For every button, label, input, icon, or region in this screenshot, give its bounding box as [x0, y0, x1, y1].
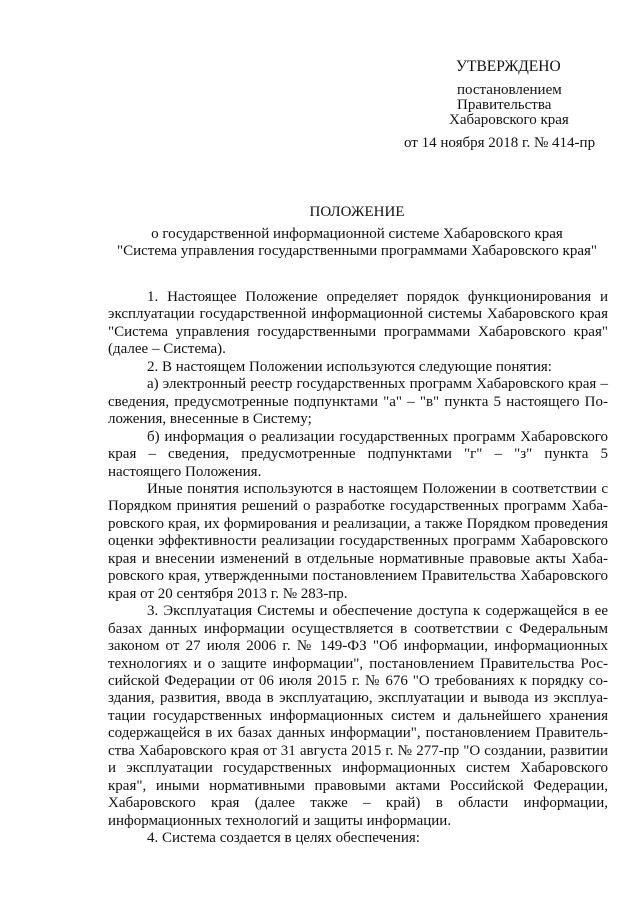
document-subtitle-2: "Система управления государственными программами Хабаровского края" [116, 243, 598, 259]
document-title-block [0, 204, 640, 260]
paragraph-3: 3. Эксплуатация Системы и обеспечение доступа к содержащейся в ее базах данных информации осуществляется в соответствии с Федеральным законом от 27 июля 2006 г. № 149-ФЗ "Об информации, информационных технологиях и о защите информации", постановлением Правительства Российской Федерации от 06 июля 2015 г. № 676 "О требованиях к порядку создания, развития, ввода в эксплуатацию, эксплуатации и вывода из эксплуатации государственных информационных систем и дальнейшего хранения содержащейся в их базах данных информации", постановлением Правительства Хабаровского края от 31 августа 2015 г. № 277-пр "О создании, развитии и эксплуатации государственных информационных систем Хабаровского края", иными нормативными правовыми актами Российской Федерации, Хабаровского края (далее также – край) в области информации, информационных технологий и защиты информации. [108, 603, 608, 829]
paragraph-2: 2. В настоящем Положении используются следующие понятия: [147, 358, 552, 375]
approval-line-1: постановлением [457, 82, 562, 98]
paragraph-4: 4. Система создается в целях обеспечения: [147, 830, 420, 847]
paragraph-2b: б) информация о реализации государственных программ Хабаровского края – сведения, предусмотренные подпунктами "г" – "з" пункта 5 настоящего Положения. [108, 428, 608, 480]
paragraph-other-terms: Иные понятия используются в настоящем Положении в соответствии с Порядком принятия решений о разработке государственных программ Хабаровского края, их формирования и реализации, а также Порядком проведения оценки эффективности реализации государственных программ Хабаровского края и внесении изменений в отдельные нормативные правовые акты Хабаровского края, утвержденными постановлением Правительства Хабаровского края от 20 сентября 2013 г. № 283-пр. [108, 480, 608, 602]
document-title: ПОЛОЖЕНИЕ [309, 204, 405, 220]
approval-stamp [404, 58, 614, 152]
approval-line-3: Хабаровского края [449, 112, 569, 128]
paragraph-2a: а) электронный реестр государственных программ Хабаровского края – сведения, предусмотренные подпунктами "а" – "в" пункта 5 настоящего Положения, внесенные в Систему; [108, 376, 608, 428]
approval-heading: УТВЕРЖДЕНО [456, 58, 561, 75]
paragraph-1: 1. Настоящее Положение определяет порядок функционирования и эксплуатации государственной информационной системы Хабаровского края "Система управления государственными программами Хабаровского края" (далее – Система). [108, 289, 608, 358]
approval-line-2: Правительства [457, 97, 552, 113]
document-subtitle-1: о государственной информационной системе Хабаровского края [151, 226, 563, 242]
document-body [108, 289, 608, 848]
approval-date-line: от 14 ноября 2018 г. № 414-пр [404, 135, 596, 151]
